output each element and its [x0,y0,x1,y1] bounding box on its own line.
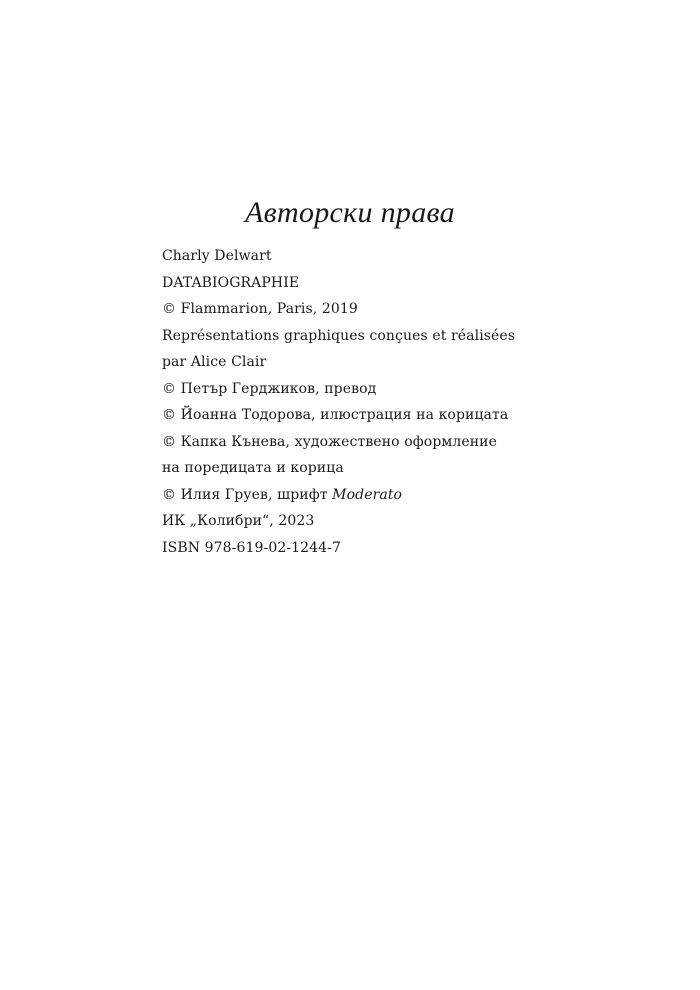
font-credit-prefix: © Илия Груев, шрифт [162,486,333,503]
copyright-list [162,243,682,561]
original-copyright: © Flammarion, Paris, 2019 [162,301,358,317]
isbn-line: ISBN 978-619-02-1244-7 [162,539,342,556]
font-credit-name: Moderato [332,486,403,503]
translation-credit: © Петър Герджиков, превод [162,380,377,397]
illustrations-credit-line-2: par Alice Clair [162,354,267,370]
illustrations-credit-line-1: Représentations graphiques conçues et réalisées [162,327,516,344]
original-title: DATABIOGRAPHIE [162,274,300,291]
author-name: Charly Delwart [162,248,272,264]
font-credit [162,482,682,509]
cover-illustration-credit: © Йоанна Тодорова, илюстрация на корицата [162,407,509,423]
design-credit-line-2: на поредицата и корица [162,460,344,476]
page-title: Авторски права [245,196,455,229]
publisher-line: ИК „Колибри“, 2023 [162,513,315,529]
design-credit-line-1: © Капка Кънева, художествено оформление [162,433,497,450]
